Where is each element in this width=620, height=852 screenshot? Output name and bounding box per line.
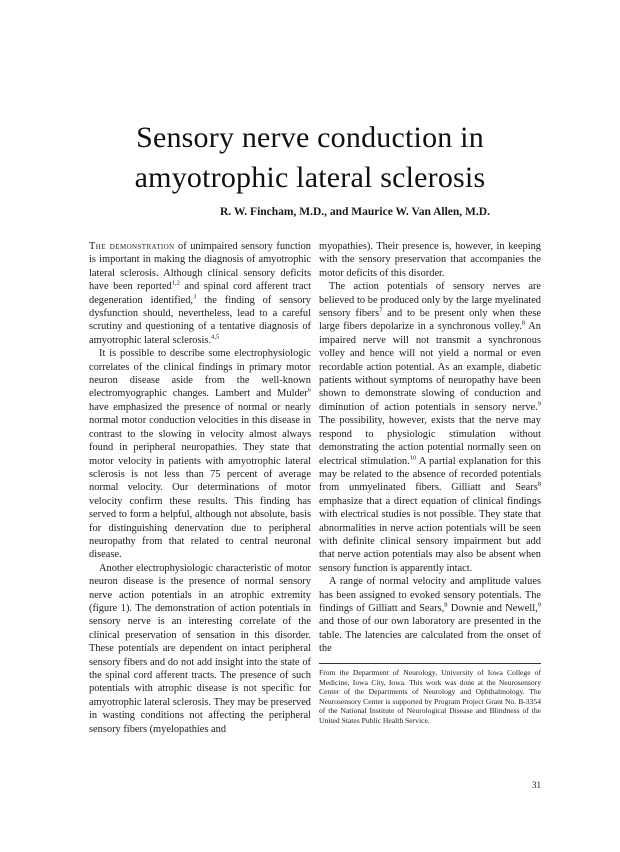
paragraph: The demonstration of unimpaired sensory function is important in making the diagnosis of amyotrophic lateral sclerosis. Although clinical sensory deficits have been reported$^{1,2}$ and spinal cord afferent tract degeneration identified,$^3$ the finding of sensory dysfunction should, nevertheless, lead to a careful scrutiny and questioning of a tentative diagnosis of amyotrophic lateral sclerosis.$^{4,5}$ bbox=[89, 241, 312, 346]
reference-marker: 8 bbox=[521, 319, 526, 327]
article-title bbox=[0, 118, 620, 198]
reference-marker: 8 bbox=[444, 601, 448, 609]
author-byline: R. W. Fincham, M.D., and Maurice W. Van Allen, M.D. bbox=[220, 206, 490, 218]
title-line-2: amyotrophic lateral sclerosis bbox=[134, 161, 486, 194]
page-number: 31 bbox=[532, 780, 541, 790]
paragraph: A range of normal velocity and amplitude values has been assigned to evoked sensory potentials. The findings of Gilliatt and Sears,$^8$ Downie and Newell,$^9$ and those of our own laboratory are presented in the table. The latencies are calculated from the onset of the bbox=[319, 576, 541, 655]
reference-marker: 6 bbox=[307, 387, 311, 394]
affiliation-footnote: From the Department of Neurology, University of Iowa College of Medicine, Iowa City, Iowa. This work was done at the Neurosensory Center of the Departments of Neurology and Ophthalmology. The Neurosensory Center is supported by Program Project Grant No. B-3354 of the National Institute of Neurological Disease and Blindness of the United States Public Health Service. bbox=[319, 668, 541, 725]
right-column bbox=[319, 240, 541, 656]
left-column bbox=[89, 240, 311, 736]
paragraph: Another electrophysiologic characteristic of motor neuron disease is the presence of normal sensory nerve action potentials in an atrophic extremity (figure 1). The demonstration of action potentials in sensory nerve is an interesting correlate of the clinical preservation of sensation in this disorder. These potentials are dependent on intact peripheral sensory fibers and do not add insight into the state of the spinal cord afferent tracts. The presence of such potentials with atrophic disease is not specific for amyotrophic lateral sclerosis. They may be preserved in wasting conditions not affecting the peripheral sensory fibers (myelopathies and bbox=[89, 562, 311, 735]
reference-marker: 9 bbox=[537, 601, 541, 609]
reference-marker: 1,2 bbox=[171, 279, 180, 287]
paragraph: myopathies). Their presence is, however, in keeping with the sensory preservation that accompanies the motor deficits of this disorder. bbox=[319, 241, 541, 279]
reference-marker: 10 bbox=[409, 454, 417, 462]
reference-marker: 9 bbox=[537, 400, 541, 408]
reference-marker: 3 bbox=[192, 293, 197, 301]
footnote-divider bbox=[319, 663, 541, 664]
paragraph: The action potentials of sensory nerves are believed to be produced only by the large myelinated sensory fibers$^7$ and to be present only when these large fibers depolarize in a synchronous volley.$^8$ An impaired nerve will not transmit a synchronous volley and hence will not yield a normal or even recordable action potential. As an example, diabetic patients without symptoms of neuropathy have been shown to demonstrate slowing of conduction and diminution of action potentials in sensory nerve.$^9$ The possibility, however, exists that the nerve may respond to physiologic stimulation without demonstrating the action potential normally seen on electrical stimulation.$^{10}$ A partial explanation for this may be related to the absence of recorded potentials from unmyelinated fibers. Gilliatt and Sears$^8$ emphasize that a direct equation of clinical findings with electrical studies is not possible. They state that abnormalities in nerve action potentials will be seen with definite clinical sensory impairment but add that nerve action potentials may also be absent when sensory function is apparently intact. bbox=[319, 281, 541, 574]
title-line-1: Sensory nerve conduction in bbox=[136, 121, 484, 154]
lead-in: The demonstration bbox=[89, 241, 175, 252]
reference-marker: 8 bbox=[537, 480, 541, 488]
reference-marker: 7 bbox=[379, 306, 383, 314]
reference-marker: 4,5 bbox=[211, 333, 220, 341]
paragraph: It is possible to describe some electrophysiologic correlates of the clinical findings in primary motor neuron disease aside from the well-known electromyographic changes. Lambert and Mulder$^6$ have emphasized the presence of normal or nearly normal motor conduction velocities in this disease in contrast to the slowing in velocity almost always found in peripheral neuropathies. They state that motor velocity in patients with amyotrophic lateral sclerosis is not less than 75 percent of average normal velocity. Our determinations of motor velocity confirm these results. This finding has served to form a helpful, although not absolute, basis for distinguishing denervation due to peripheral neuropathy from that related to central neuronal disease. bbox=[89, 348, 311, 561]
